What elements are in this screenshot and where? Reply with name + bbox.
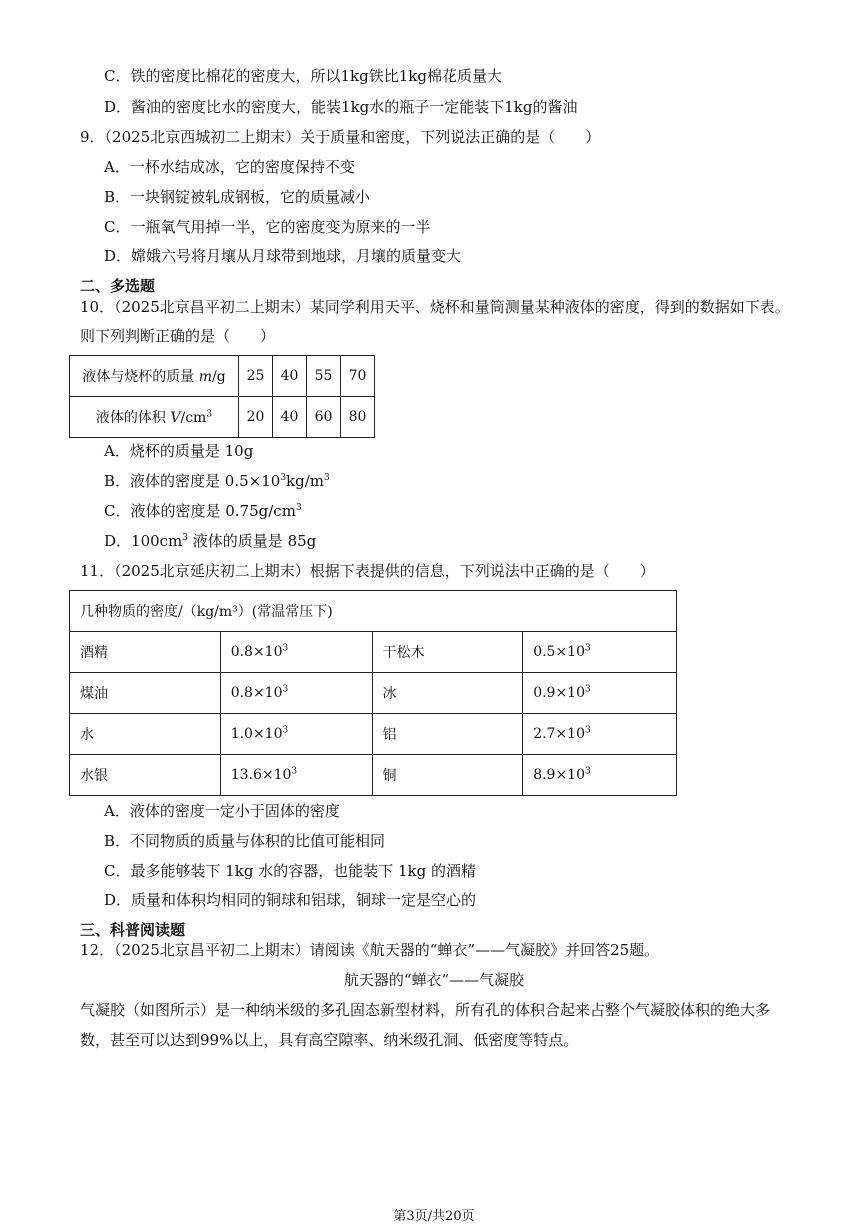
table-title: 几种物质的密度/（kg/m³）(常温常压下) bbox=[70, 591, 677, 632]
q11-option-d: D．质量和体积均相同的铜球和铝球，铜球一定是空心的 bbox=[104, 891, 477, 909]
article-title: 航天器的“蝉衣”——气凝胶 bbox=[343, 971, 525, 989]
table-cell-label: 液体的体积 $V/cm^3$ bbox=[70, 397, 239, 438]
table-row bbox=[70, 632, 677, 673]
q10-option-a: A．烧杯的质量是 10g bbox=[104, 442, 254, 460]
table-cell: $1.0\times 10^3$ bbox=[220, 714, 372, 755]
q9-option-b: B．一块钢锭被轧成钢板，它的质量减小 bbox=[104, 188, 371, 206]
section-multiple-choice-heading: 二、多选题 bbox=[80, 277, 156, 295]
table-cell: 40 bbox=[273, 356, 307, 397]
table-row bbox=[70, 755, 677, 796]
q9-option-c: C．一瓶氧气用掉一半，它的密度变为原来的一半 bbox=[104, 218, 431, 236]
table-cell: 40 bbox=[273, 397, 307, 438]
table-cell: $0.9\times 10^3$ bbox=[523, 673, 677, 714]
table-cell: 铝 bbox=[372, 714, 523, 755]
q8-option-c: C．铁的密度比棉花的密度大，所以1kg铁比1kg棉花质量大 bbox=[104, 67, 502, 85]
q10-stem-line2: 则下列判断正确的是（ ） bbox=[80, 327, 276, 345]
page-number-footer: 第3页/共20页 bbox=[393, 1209, 475, 1224]
table-cell: 70 bbox=[341, 356, 375, 397]
table-cell: $0.8\times 10^3$ bbox=[220, 632, 372, 673]
density-table bbox=[69, 590, 677, 796]
table-cell: 铜 bbox=[372, 755, 523, 796]
table-row bbox=[70, 356, 375, 397]
q9-stem: 9．（2025北京西城初二上期末）关于质量和密度，下列说法正确的是（ ） bbox=[80, 128, 601, 146]
table-cell: 25 bbox=[239, 356, 273, 397]
table-cell: 干松木 bbox=[372, 632, 523, 673]
table-cell: 水银 bbox=[70, 755, 221, 796]
table-cell: $8.9\times 10^3$ bbox=[523, 755, 677, 796]
table-cell: 水 bbox=[70, 714, 221, 755]
q11-stem: 11．（2025北京延庆初二上期末）根据下表提供的信息，下列说法中正确的是（ ） bbox=[80, 562, 655, 580]
q11-option-c: C．最多能够装下 1kg 水的容器，也能装下 1kg 的酒精 bbox=[104, 862, 477, 880]
q12-stem: 12．（2025北京昌平初二上期末）请阅读《航天器的“蝉衣”——气凝胶》并回答25题。 bbox=[80, 941, 660, 959]
article-paragraph-line1: 气凝胶（如图所示）是一种纳米级的多孔固态新型材料，所有孔的体积合起来占整个气凝胶体积的绝大多 bbox=[80, 1001, 771, 1019]
q9-option-a: A．一杯水结成冰，它的密度保持不变 bbox=[104, 158, 355, 176]
q10-option-b: B．液体的密度是 $0.5\times 10^3kg/m^3$ bbox=[104, 472, 330, 490]
q11-option-b: B．不同物质的质量与体积的比值可能相同 bbox=[104, 832, 386, 850]
table-cell: 55 bbox=[307, 356, 341, 397]
table-cell: $0.5\times 10^3$ bbox=[523, 632, 677, 673]
table-cell: 酒精 bbox=[70, 632, 221, 673]
table-row bbox=[70, 591, 677, 632]
table-cell: $0.8\times 10^3$ bbox=[220, 673, 372, 714]
q10-data-table bbox=[69, 355, 375, 438]
table-cell: $13.6\times 10^3$ bbox=[220, 755, 372, 796]
section-reading-heading: 三、科普阅读题 bbox=[80, 921, 186, 939]
table-cell-label: 液体与烧杯的质量 m/g bbox=[70, 356, 239, 397]
q8-option-d: D．酱油的密度比水的密度大，能装1kg水的瓶子一定能装下1kg的酱油 bbox=[104, 98, 578, 116]
table-cell: 冰 bbox=[372, 673, 523, 714]
q10-option-c: C．液体的密度是 $0.75g/cm^3$ bbox=[104, 502, 302, 520]
q10-stem-line1: 10．（2025北京昌平初二上期末）某同学利用天平、烧杯和量筒测量某种液体的密度，得到的数据如下表。 bbox=[80, 298, 790, 316]
q10-option-d: D．$100cm^3$ 液体的质量是 85g bbox=[104, 532, 317, 550]
q11-option-a: A．液体的密度一定小于固体的密度 bbox=[104, 802, 340, 820]
q9-option-d: D．嫦娥六号将月壤从月球带到地球，月壤的质量变大 bbox=[104, 247, 462, 265]
table-cell: 20 bbox=[239, 397, 273, 438]
article-paragraph-line2: 数，甚至可以达到99%以上，具有高空隙率、纳米级孔洞、低密度等特点。 bbox=[80, 1031, 579, 1049]
table-row bbox=[70, 673, 677, 714]
table-cell: 60 bbox=[307, 397, 341, 438]
table-row bbox=[70, 714, 677, 755]
table-row bbox=[70, 397, 375, 438]
table-cell: $2.7\times 10^3$ bbox=[523, 714, 677, 755]
table-cell: 80 bbox=[341, 397, 375, 438]
table-cell: 煤油 bbox=[70, 673, 221, 714]
